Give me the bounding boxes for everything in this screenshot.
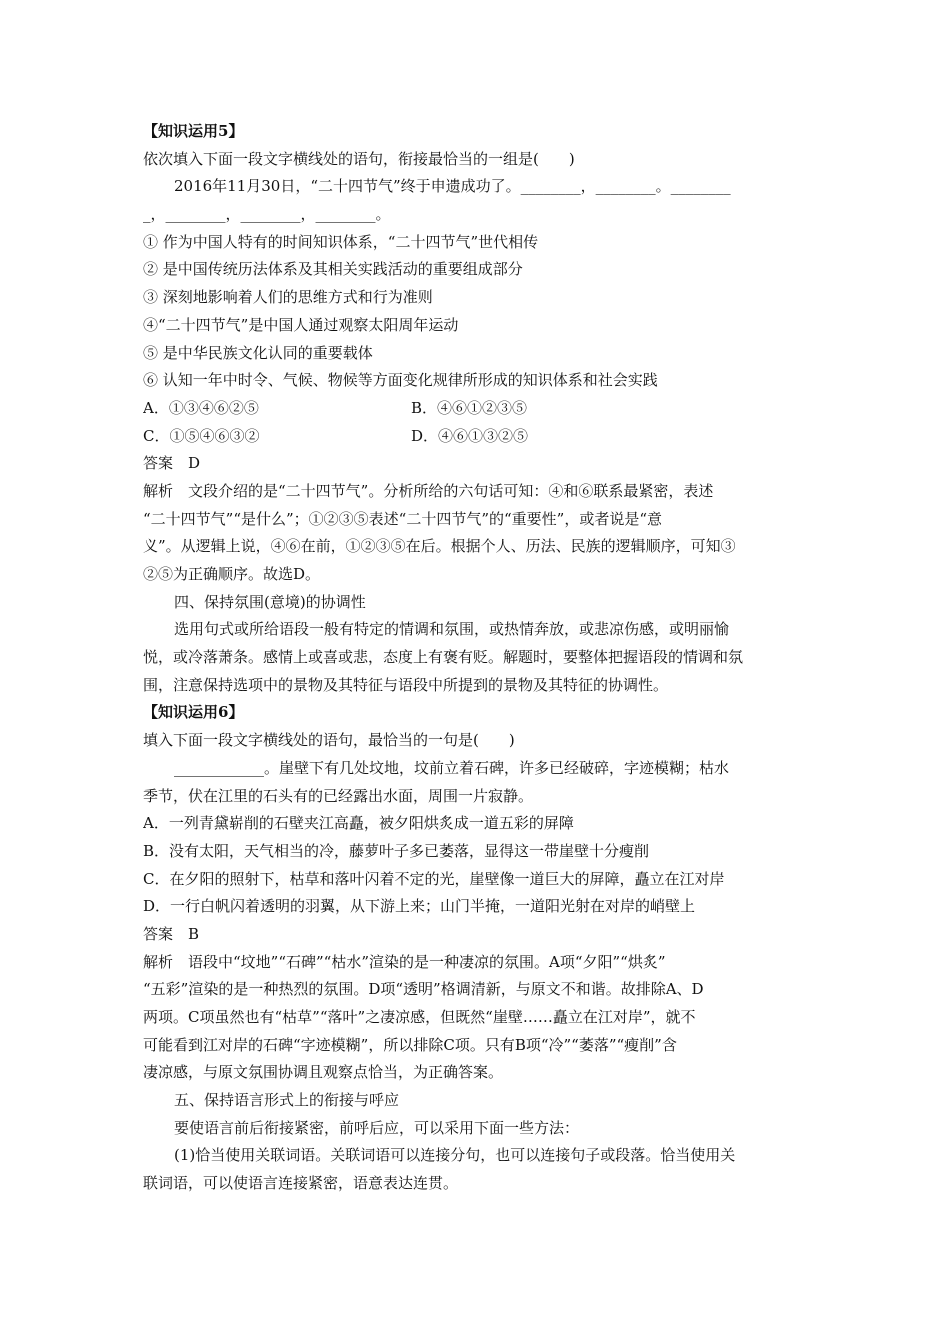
section6-analysis-line: 两项。C项虽然也有“枯草”“落叶”之凄凉感，但既然“崖壁……矗立在江对岸”，就不 bbox=[143, 1008, 696, 1026]
section6-option: C．在夕阳的照射下，枯草和落叶闪着不定的光，崖壁像一道巨大的屏障，矗立在江对岸 bbox=[143, 869, 725, 888]
section5-item: ⑥ 认知一年中时令、气候、物候等方面变化规律所形成的知识体系和社会实践 bbox=[143, 371, 658, 390]
section6-analysis-line: “五彩”渲染的是一种热烈的氛围。D项“透明”格调清新，与原文不和谐。故排除A、D bbox=[143, 980, 704, 999]
section5-item: ① 作为中国人特有的时间知识体系，“二十四节气”世代相传 bbox=[143, 232, 539, 251]
section6-passage-line: ____________。崖壁下有几处坟地，坟前立着石碑，许多已经破碎，字迹模糊；枯水 bbox=[174, 758, 730, 777]
section5-options-row bbox=[143, 423, 813, 451]
part4-body-line: 围，注意保持选项中的景物及其特征与语段中所提到的景物及其特征的协调性。 bbox=[143, 675, 669, 694]
section5-item: ③ 深刻地影响着人们的思维方式和行为准则 bbox=[143, 288, 433, 307]
section6-option: B．没有太阳，天气相当的冷，藤萝叶子多已萎落，显得这一带崖壁十分瘦削 bbox=[143, 841, 650, 860]
option-c: C．①⑤④⑥③② bbox=[143, 426, 260, 445]
section5-options-row bbox=[143, 395, 813, 423]
document-page bbox=[143, 118, 813, 1198]
part5-point1-line: (1)恰当使用关联词语。关联词语可以连接分句，也可以连接句子或段落。恰当使用关 bbox=[174, 1146, 736, 1165]
section5-item: ② 是中国传统历法体系及其相关实践活动的重要组成部分 bbox=[143, 260, 523, 279]
section5-analysis-line: ②⑤为正确顺序。故选D。 bbox=[143, 565, 321, 583]
section5-item: ④“二十四节气”是中国人通过观察太阳周年运动 bbox=[143, 315, 459, 334]
option-a: A．①③④⑥②⑤ bbox=[143, 398, 259, 417]
part5-title: 五、保持语言形式上的衔接与呼应 bbox=[174, 1091, 400, 1110]
part5-intro: 要使语言前后衔接紧密，前呼后应，可以采用下面一些方法： bbox=[174, 1118, 580, 1137]
section5-passage-line: 2016年11月30日，“二十四节气”终于申遗成功了。________，________。________ bbox=[174, 177, 731, 196]
section6-analysis-line: 解析 语段中“坟地”“石碑”“枯水”渲染的是一种凄凉的氛围。A项“夕阳”“烘炙” bbox=[143, 952, 666, 971]
part4-body-line: 选用句式或所给语段一般有特定的情调和氛围，或热情奔放，或悲凉伤感，或明丽愉 bbox=[174, 620, 730, 639]
section6-passage-line: 季节，伏在江里的石头有的已经露出水面，周围一片寂静。 bbox=[143, 786, 534, 805]
section6-analysis-line: 凄凉感，与原文氛围协调且观察点恰当，为正确答案。 bbox=[143, 1063, 504, 1082]
section5-analysis-line: “二十四节气”“是什么”；①②③⑤表述“二十四节气”的“重要性”，或者说是“意 bbox=[143, 509, 663, 528]
section6-question: 填入下面一段文字横线处的语句，最恰当的一句是( ) bbox=[143, 731, 515, 750]
part4-body-line: 悦，或冷落萧条。感情上或喜或悲，态度上有褒有贬。解题时，要整体把握语段的情调和氛 bbox=[143, 648, 744, 667]
option-d: D．④⑥①③②⑤ bbox=[411, 426, 529, 445]
section5-item: ⑤ 是中华民族文化认同的重要载体 bbox=[143, 343, 373, 362]
part5-point1-line: 联词语，可以使语言连接紧密，语意表达连贯。 bbox=[143, 1174, 459, 1193]
section5-answer: 答案 D bbox=[143, 454, 201, 473]
section6-heading: 【知识运用6】 bbox=[143, 703, 244, 722]
section5-analysis-line: 解析 文段介绍的是“二十四节气”。分析所给的六句话可知：④和⑥联系最紧密，表述 bbox=[143, 481, 714, 500]
section6-answer: 答案 B bbox=[143, 924, 200, 943]
section6-analysis-line: 可能看到江对岸的石碑“字迹模糊”，所以排除C项。只有B项“冷”“萎落”“瘦削”含 bbox=[143, 1035, 677, 1054]
option-b: B．④⑥①②③⑤ bbox=[411, 398, 528, 417]
section5-analysis-line: 义”。从逻辑上说，④⑥在前，①②③⑤在后。根据个人、历法、民族的逻辑顺序，可知③ bbox=[143, 537, 736, 556]
part4-title: 四、保持氛围(意境)的协调性 bbox=[174, 592, 366, 611]
section5-passage-line: _，________，________，________。 bbox=[143, 205, 391, 224]
section5-question: 依次填入下面一段文字横线处的语句，衔接最恰当的一组是( ) bbox=[143, 149, 575, 168]
section5-heading: 【知识运用5】 bbox=[143, 122, 244, 140]
section6-option: D．一行白帆闪着透明的羽翼，从下游上来；山门半掩，一道阳光射在对岸的峭壁上 bbox=[143, 897, 696, 916]
section6-option: A．一列青黛崭削的石壁夹江高矗，被夕阳烘炙成一道五彩的屏障 bbox=[143, 814, 574, 833]
